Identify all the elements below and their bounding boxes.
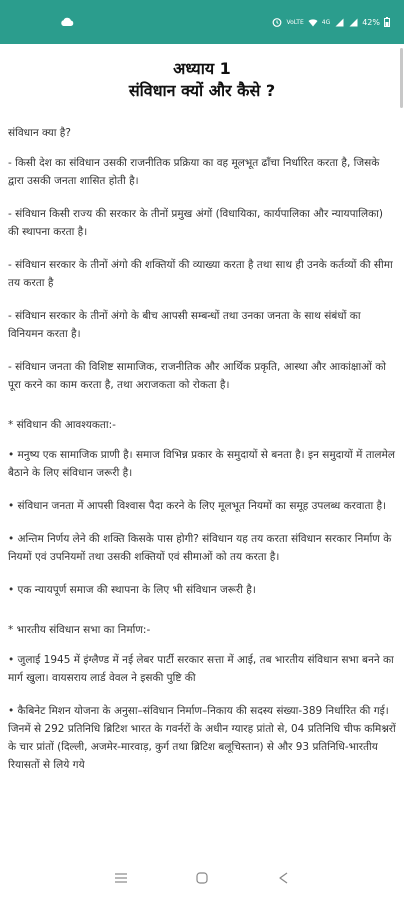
status-icons: [272, 17, 390, 27]
section-point: - संविधान जनता की विशिष्ट सामाजिक, राजनीतिक और आर्थिक प्रकृति, आस्था और आकांक्षाओं को पूरा करने का काम करता है, तथा अराजकता को रोकता है।: [8, 361, 387, 391]
section-point: • अन्तिम निर्णय लेने की शक्ति किसके पास होगी? संविधान यह तय करता संविधान सरकार निर्माण के नियमों एवं उपनियमों तथा उसकी शक्तियों एवं सीमाओं को तय करता है।: [8, 533, 392, 563]
home-icon: [195, 871, 209, 885]
section-heading: * भारतीय संविधान सभा का निर्माण:-: [8, 624, 151, 636]
battery-icon: [384, 17, 390, 27]
status-bar: [0, 0, 404, 44]
section-point: - किसी देश का संविधान उसकी राजनीतिक प्रक्रिया का वह मूलभूत ढाँचा निर्धारित करता है, जिसके द्वारा उसकी जनता शासित होती है।: [8, 157, 380, 187]
recent-apps-button[interactable]: [113, 870, 129, 886]
network-label: 4G: [321, 18, 331, 26]
section-point: • संविधान जनता में आपसी विश्वास पैदा करने के लिए मूलभूत नियमों का समूह उपलब्ध करवाता है।: [8, 500, 387, 512]
section-point: • एक न्यायपूर्ण समाज की स्थापना के लिए भी संविधान जरूरी है।: [8, 584, 256, 596]
battery-percent: 42%: [362, 17, 380, 27]
signal-icon: [334, 18, 344, 27]
chapter-title: संविधान क्यों और कैसे ?: [128, 81, 276, 100]
section-heading: संविधान क्या है?: [8, 127, 71, 139]
section-point: • कैबिनेट मिशन योजना के अनुसा–संविधान निर्माण–निकाय की सदस्य संख्या-389 निर्धारित की गई। जिनमें से 292 प्रतिनिधि ब्रिटिश भारत के गवर्नरों के अधीन ग्यारह प्रांतो से, 04 प्रतिनिधि चीफ कमिश्नरों के चार प्रांतों (दिल्ली, अजमेर-मारवाड़, कुर्ग तथा ब्रिटिश बलूचिस्तान) से और 93 प्रतिनिधि-भारतीय रियासतों से लिये गये: [8, 705, 396, 771]
section-point: - संविधान सरकार के तीनों अंगो के बीच आपसी सम्बन्धों तथा उनका जनता के साथ संबंधों का विनियमन करता है।: [8, 310, 361, 340]
navigation-bar: [0, 856, 404, 900]
chapter-content[interactable]: [0, 44, 404, 856]
status-left: [60, 17, 74, 27]
volte-label: VoLTE: [286, 18, 304, 26]
section-heading: * संविधान की आवश्यकता:-: [8, 419, 116, 431]
wifi-icon: [308, 18, 318, 27]
section-point: - संविधान सरकार के तीनों अंगो की शक्तियों की व्याख्या करता है तथा साथ ही उनके कर्तव्यों की सीमा तय करता है: [8, 259, 393, 289]
back-button[interactable]: [275, 870, 291, 886]
recent-apps-icon: [114, 872, 128, 884]
section-point: • मनुष्य एक सामाजिक प्राणी है। समाज विभिन्न प्रकार के समुदायों से बनता है। इन समुदायों में तालमेल बैठाने के लिए संविधान जरूरी है।: [8, 449, 395, 479]
home-button[interactable]: [194, 870, 210, 886]
signal-icon-2: [348, 18, 358, 27]
cloud-icon: [60, 17, 74, 27]
section-point: • जुलाई 1945 में इंग्लैण्ड में नई लेबर पार्टी सरकार सत्ता में आई, तब भारतीय संविधान सभा बनने का मार्ग खुला। वायसराय लार्ड वेवल ने इसकी पुष्टि की: [8, 654, 394, 684]
chapter-number: अध्याय 1: [173, 59, 231, 78]
back-icon: [277, 871, 289, 885]
scrollbar-thumb[interactable]: [400, 48, 403, 108]
section-point: - संविधान किसी राज्य की सरकार के तीनों प्रमुख अंगों (विधायिका, कार्यपालिका और न्यायपालिका) की स्थापना करता है।: [8, 208, 383, 238]
alarm-icon: [272, 17, 282, 27]
